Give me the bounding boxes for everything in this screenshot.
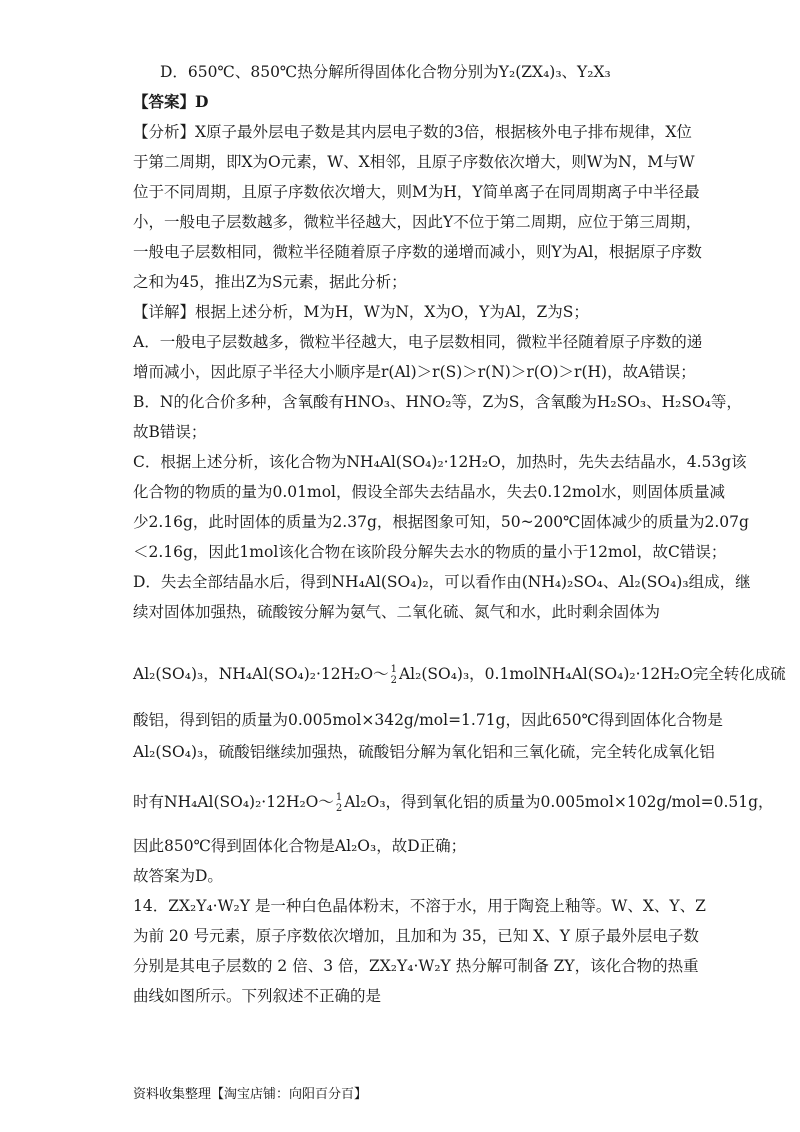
analysis-line-4: 小，一般电子层数越多，微粒半径越大，因此Y不位于第二周期，应位于第三周期， xyxy=(133,213,702,231)
analysis-line-1: 【分析】X原子最外层电子数是其内层电子数的3倍，根据核外电子排布规律，X位 xyxy=(133,123,692,141)
fraction-2: 1 2 xyxy=(335,792,343,814)
question-14-line-3: 分别是其电子层数的 2 倍、3 倍，ZX₂Y₄·W₂Y 热分解可制备 ZY，该化合物的热重 xyxy=(133,957,699,975)
detail-d-line-4: Al₂(SO₄)₃，硫酸铝继续加强热，硫酸铝分解为氧化铝和三氧化硫，完全转化成氧化铝 xyxy=(133,743,715,761)
detail-d-line-2: 续对固体加强热，硫酸铵分解为氨气、二氧化硫、氮气和水，此时剩余固体为 xyxy=(133,603,661,621)
analysis-line-3: 位于不同周期，且原子序数依次增大，则M为H，Y简单离子在同周期离子中半径最 xyxy=(133,183,700,201)
detail-line-1: 【详解】根据上述分析，M为H，W为N，X为O，Y为Al，Z为S； xyxy=(133,303,589,321)
analysis-line-5: 一般电子层数相同，微粒半径随着原子序数的递增而减小，则Y为Al，根据原子序数 xyxy=(133,243,702,261)
detail-c-line-4: ＜2.16g，因此1mol该化合物在该阶段分解失去水的物质的量小于12mol，故C错误； xyxy=(133,543,727,561)
question-14-line-2: 为前 20 号元素，原子序数依次增加，且加和为 35，已知 X、Y 原子最外层电子数 xyxy=(133,927,699,945)
detail-d-line-3: 酸铝，得到铝的质量为0.005mol×342g/mol=1.71g，因此650℃得到固体化合物是 xyxy=(133,711,723,729)
conclusion-line: 故答案为D。 xyxy=(133,867,223,885)
detail-b-line-2: 故B错误； xyxy=(133,423,207,441)
answer-line: 【答案】D xyxy=(133,92,209,111)
formula-line-1: Al₂(SO₄)₃，NH₄Al(SO₄)₂·12H₂O～ 1 2 Al₂(SO₄)₃，0.1molNH₄Al(SO₄)₂·12H₂O完全转化成硫 xyxy=(133,664,786,686)
detail-c-line-2: 化合物的物质的量为0.01mol，假设全部失去结晶水，失去0.12mol水，则固体质量减 xyxy=(133,483,725,501)
question-14-line-4: 曲线如图所示。下列叙述不正确的是 xyxy=(133,987,382,1005)
detail-d-line-1: D．失去全部结晶水后，得到NH₄Al(SO₄)₂，可以看作由(NH₄)₂SO₄、Al₂(SO₄)₃组成，继 xyxy=(133,573,751,591)
detail-c-line-3: 少2.16g，此时固体的质量为2.37g，根据图象可知，50~200℃固体减少的质量为2.07g xyxy=(133,513,749,531)
analysis-line-6: 之和为45，推出Z为S元素，据此分析； xyxy=(133,273,407,291)
detail-a-line-2: 增而减小，因此原子半径大小顺序是r(Al)＞r(S)＞r(N)＞r(O)＞r(H)，故A错误； xyxy=(133,363,696,381)
detail-a-line-1: A．一般电子层数越多，微粒半径越大，电子层数相同，微粒半径随着原子序数的递 xyxy=(133,333,703,351)
analysis-line-2: 于第二周期，即X为O元素，W、X相邻，且原子序数依次增大，则W为N，M与W xyxy=(133,153,695,171)
formula-line-2: 时有NH₄Al(SO₄)₂·12H₂O～ 1 2 Al₂O₃，得到氧化铝的质量为0.005mol×102g/mol=0.51g， xyxy=(133,792,774,814)
page-footer: 资料收集整理【淘宝店铺：向阳百分百】 xyxy=(133,1087,368,1102)
detail-c-line-1: C．根据上述分析，该化合物为NH₄Al(SO₄)₂·12H₂O，加热时，先失去结晶水，4.53g该 xyxy=(133,453,747,471)
detail-b-line-1: B．N的化合价多种，含氧酸有HNO₃、HNO₂等，Z为S，含氧酸为H₂SO₃、H₂SO₄等， xyxy=(133,393,742,411)
detail-d-line-5: 因此850℃得到固体化合物是Al₂O₃，故D正确； xyxy=(133,837,467,855)
fraction-1: 1 2 xyxy=(390,664,397,686)
question-14-line-1: 14．ZX₂Y₄·W₂Y 是一种白色晶体粉末，不溶于水，用于陶瓷上釉等。W、X、Y、Z xyxy=(133,897,706,915)
option-d-line: D．650℃、850℃热分解所得固体化合物分别为Y₂(ZX₄)₃、Y₂X₃ xyxy=(160,63,611,81)
